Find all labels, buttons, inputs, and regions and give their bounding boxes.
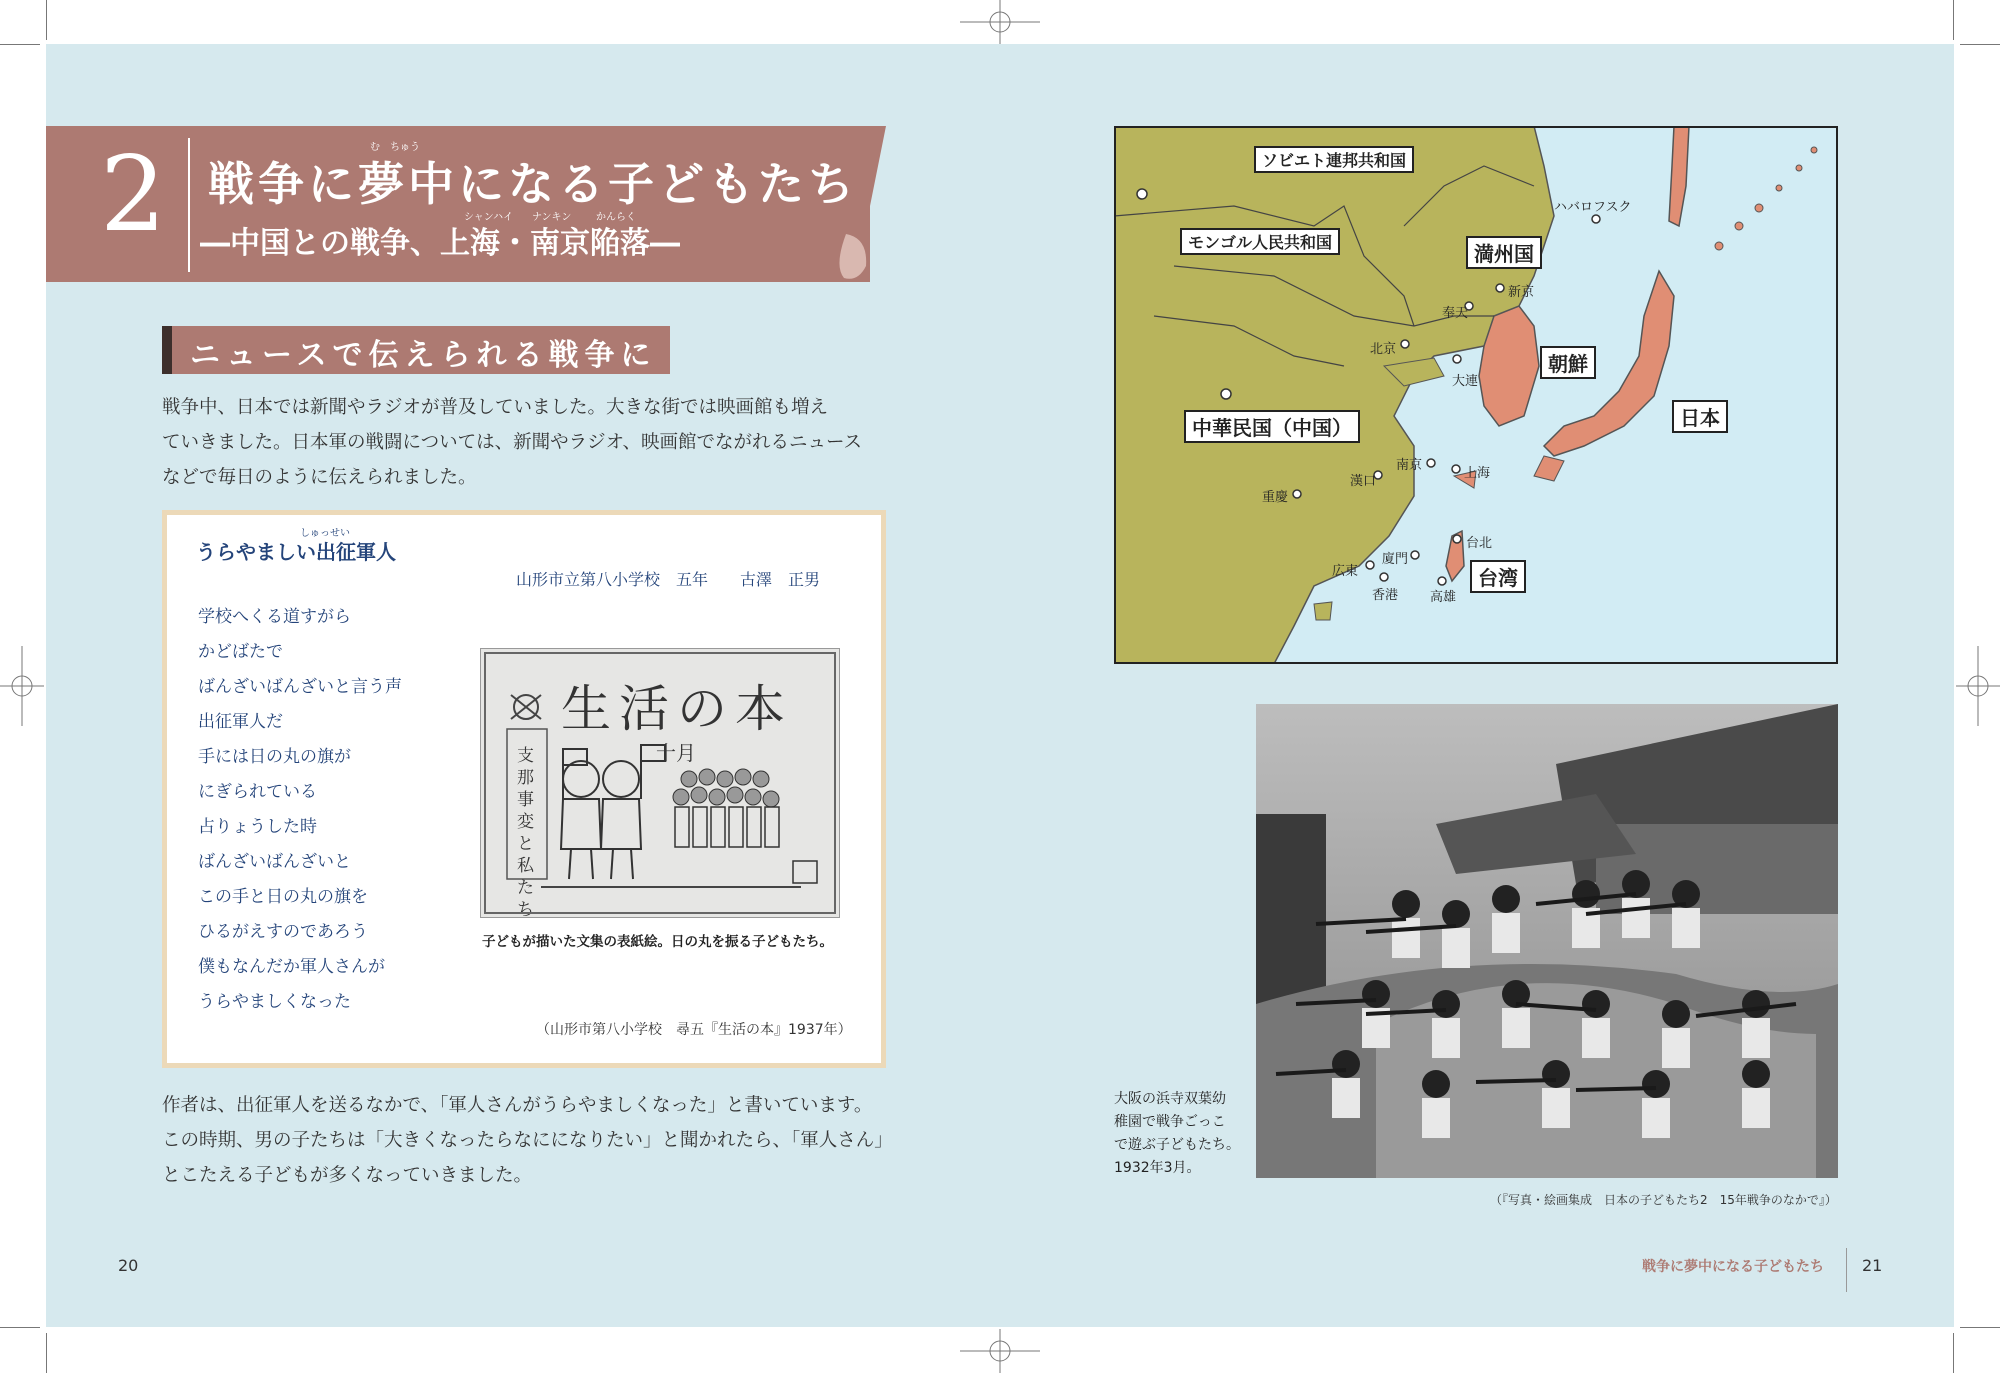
map-label-region: 中華民国（中国） <box>1184 410 1360 443</box>
map-label-city: 上海 <box>1464 466 1491 481</box>
map-label-region: ソビエト連邦共和国 <box>1254 146 1414 173</box>
map-label-city: 南京 <box>1396 458 1423 473</box>
photo-caption-line: 1932年3月。 <box>1114 1160 1201 1176</box>
furigana: シャンハイ <box>464 212 514 223</box>
furigana: かんらく <box>596 212 636 223</box>
crop-mark <box>1953 0 1954 40</box>
page-number-left: 20 <box>118 1256 139 1275</box>
map-label-city: ハバロフスク <box>1554 200 1632 215</box>
historical-photo <box>1256 704 1838 1178</box>
east-asia-map <box>1114 126 1838 664</box>
map-label-region: 満州国 <box>1466 236 1542 269</box>
section-heading-text: ニュースで伝えられる戦争に <box>190 338 657 373</box>
poem-line: ばんざいばんざいと <box>198 852 351 872</box>
poem-line: ひるがえすのであろう <box>198 922 368 942</box>
cover-month: 十月 <box>656 741 696 765</box>
furigana: む ちゅう <box>370 142 420 153</box>
poem-line: 僕もなんだか軍人さんが <box>198 957 385 977</box>
registration-mark-bottom <box>960 1329 1040 1373</box>
poem-title: うらやましい出征軍人 <box>196 540 396 564</box>
registration-mark-right <box>1956 646 2000 726</box>
poem-line: 占りょうした時 <box>198 817 317 837</box>
map-label-city: 廈門 <box>1382 552 1409 567</box>
map-label-region: 日本 <box>1672 400 1728 433</box>
map-label-city: 新京 <box>1508 285 1535 300</box>
poem-source: （山形市第八小学校 尋五『生活の本』1937年） <box>536 1022 852 1038</box>
registration-mark-left <box>0 646 44 726</box>
map-frame <box>1114 126 1838 664</box>
crop-mark <box>0 1327 40 1328</box>
body-text-line: とこたえる子どもが多くなっていきました。 <box>162 1165 533 1186</box>
map-label-region: モンゴル人民共和国 <box>1180 228 1340 255</box>
map-label-city: 大連 <box>1452 374 1479 389</box>
crop-mark <box>46 0 47 40</box>
map-label-region: 台湾 <box>1470 560 1526 593</box>
photo-scene <box>1256 704 1838 1178</box>
crop-mark <box>1960 1327 2000 1328</box>
map-label-city: 広東 <box>1332 564 1359 579</box>
crop-mark <box>1953 1333 1954 1373</box>
crop-mark <box>1960 44 2000 45</box>
poem-line: ばんざいばんざいと言う声 <box>198 677 402 697</box>
chapter-subtitle: ―中国との戦争、上海・南京陥落― <box>200 226 680 261</box>
chapter-divider <box>188 138 190 272</box>
crop-mark <box>46 1333 47 1373</box>
map-label-city: 台北 <box>1466 536 1493 551</box>
poem-line: 手には日の丸の旗が <box>198 747 351 767</box>
booklet-cover-image <box>480 648 840 918</box>
poem-line: にぎられている <box>198 782 317 802</box>
cover-side-text: 支那事変と私たち <box>517 746 534 918</box>
section-heading <box>162 326 670 374</box>
poem-line: かどばたで <box>198 642 283 662</box>
poem-author: 山形市立第八小学校 五年 古澤 正男 <box>516 570 821 589</box>
body-text-line: 作者は、出征軍人を送るなかで、「軍人さんがうらやましくなった」と書いています。 <box>162 1095 873 1116</box>
map-label-city: 高雄 <box>1430 590 1457 605</box>
photo-source: （『写真・絵画集成 日本の子どもたち2 15年戦争のなかで』） <box>1490 1193 1837 1207</box>
poem-line: この手と日の丸の旗を <box>198 887 368 907</box>
running-head: 戦争に夢中になる子どもたち <box>1642 1259 1824 1275</box>
photo-caption-line: 稚園で戦争ごっこ <box>1114 1114 1226 1130</box>
cover-drawing <box>481 649 839 917</box>
map-label-region: 朝鮮 <box>1540 346 1596 379</box>
map-label-city: 北京 <box>1370 342 1397 357</box>
registration-mark-top <box>960 0 1040 44</box>
photo-caption-line: で遊ぶ子どもたち。 <box>1114 1137 1240 1153</box>
body-text-line: この時期、男の子たちは「大きくなったらなにになりたい」と聞かれたら、「軍人さん」 <box>162 1130 893 1151</box>
crop-mark <box>0 44 40 45</box>
footer-divider <box>1846 1248 1847 1292</box>
body-text-line: 戦争中、日本では新聞やラジオが普及していました。大きな街では映画館も増え <box>162 397 829 418</box>
body-text-line: ていきました。日本軍の戦闘については、新聞やラジオ、映画館でながれるニュース <box>162 432 863 453</box>
chapter-number: 2 <box>100 133 167 255</box>
poem-line: うらやましくなった <box>198 992 351 1012</box>
map-label-city: 香港 <box>1372 588 1399 603</box>
cover-title: 生活の本 <box>561 680 793 738</box>
map-label-city: 重慶 <box>1262 490 1289 505</box>
map-label-city: 奉天 <box>1442 306 1469 321</box>
map-label-city: 漢口 <box>1350 474 1377 489</box>
poem-line: 出征軍人だ <box>198 712 283 732</box>
cover-caption: 子どもが描いた文集の表紙絵。日の丸を振る子どもたち。 <box>482 934 833 950</box>
furigana: しゅっせい <box>300 528 350 539</box>
page-number-right: 21 <box>1862 1256 1883 1275</box>
poem-line: 学校へくる道すがら <box>198 607 351 627</box>
chapter-title: 戦争に夢中になる子どもたち <box>208 157 858 211</box>
photo-caption-line: 大阪の浜寺双葉幼 <box>1114 1091 1226 1107</box>
furigana: ナンキン <box>532 212 572 223</box>
body-text-line: などで毎日のように伝えられました。 <box>162 467 477 488</box>
